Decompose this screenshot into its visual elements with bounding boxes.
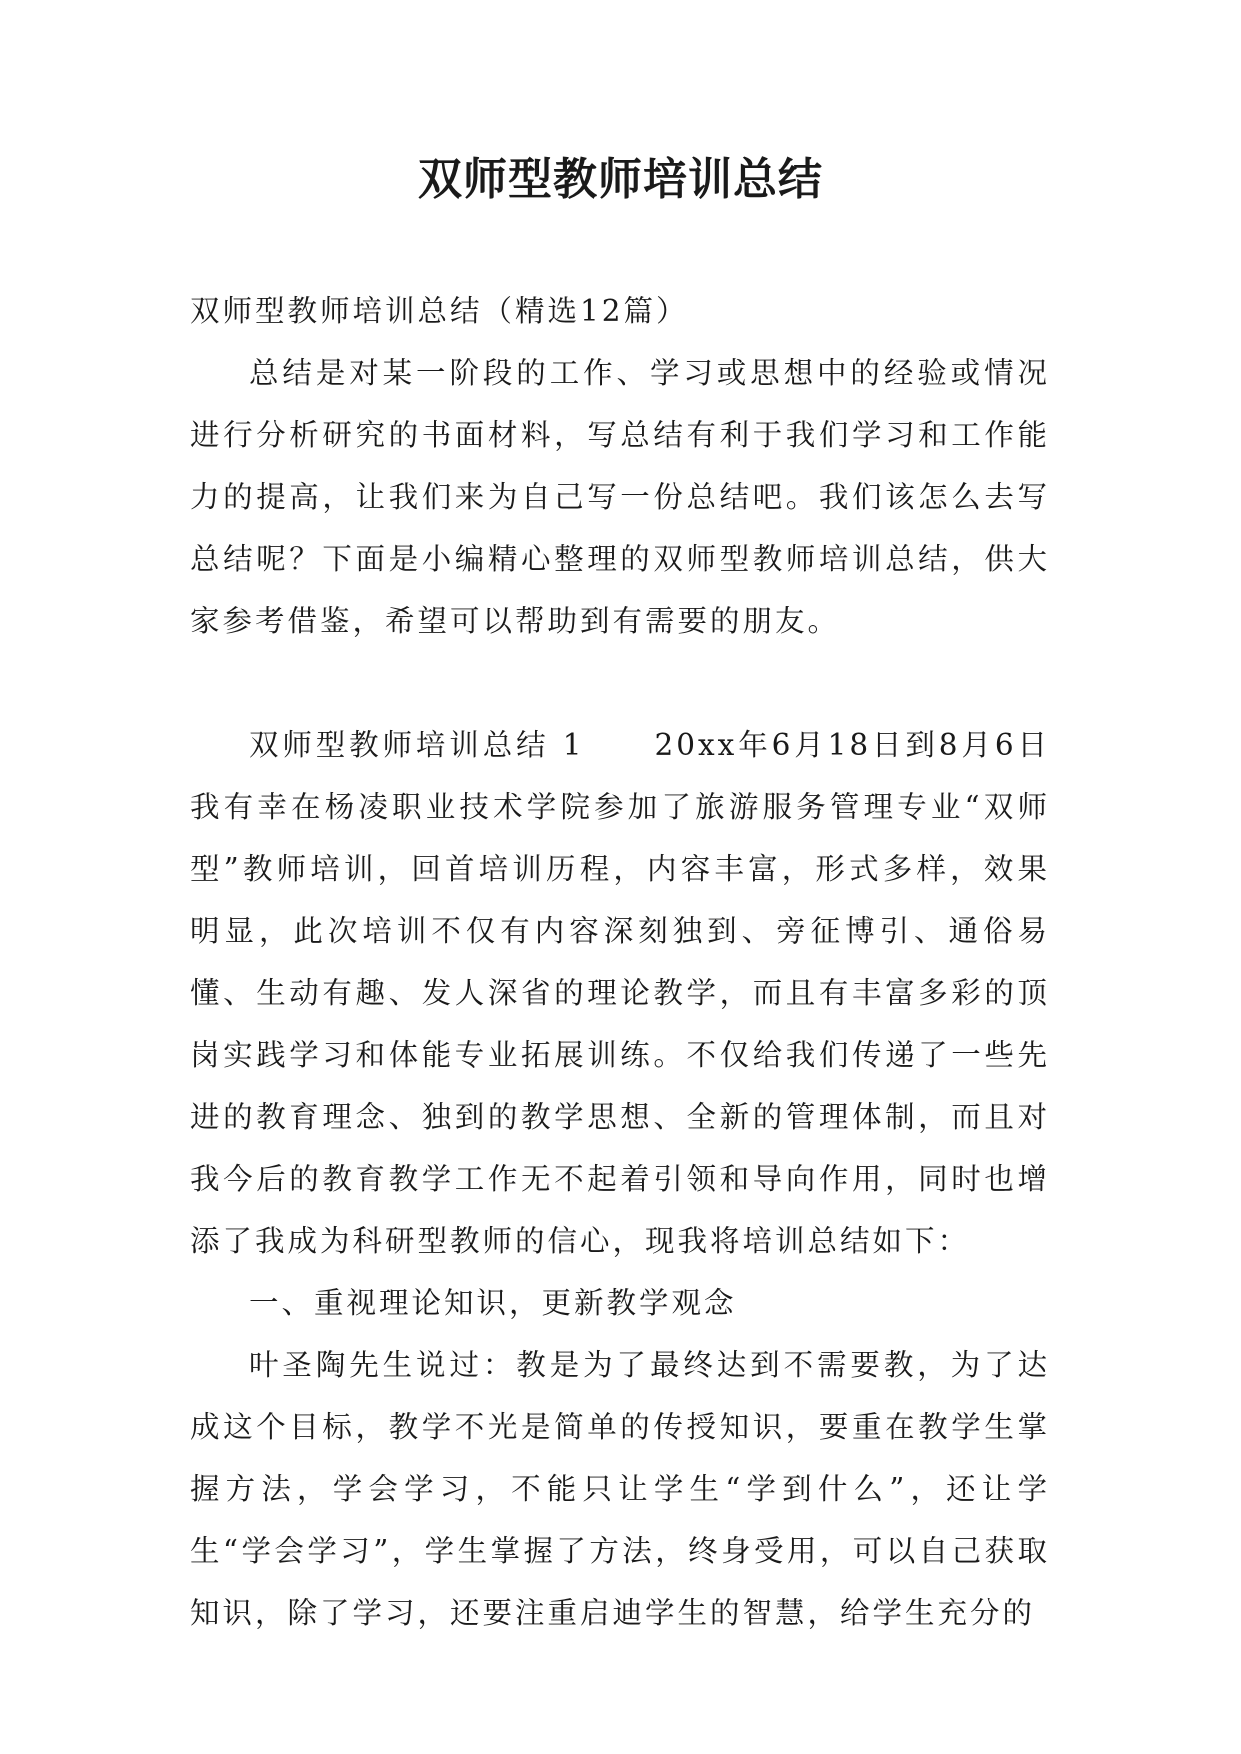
paragraph-spacer bbox=[190, 652, 1050, 714]
intro-paragraph: 总结是对某一阶段的工作、学习或思想中的经验或情况进行分析研究的书面材料，写总结有利于我们学习和工作能力的提高，让我们来为自己写一份总结吧。我们该怎么去写总结呢？下面是小编精心整理的双师型教师培训总结，供大家参考借鉴，希望可以帮助到有需要的朋友。 bbox=[190, 356, 1050, 638]
document-body bbox=[190, 280, 1050, 1644]
article-heading: 双师型教师培训总结 1 bbox=[249, 728, 585, 762]
document-subtitle: 双师型教师培训总结（精选12篇） bbox=[190, 294, 689, 328]
article-body: 20xx年6月18日到8月6日我有幸在杨凌职业技术学院参加了旅游服务管理专业“双师型”教师培训，回首培训历程，内容丰富，形式多样，效果明显，此次培训不仅有内容深刻独到、旁征博引、通俗易懂、生动有趣、发人深省的理论教学，而且有丰富多彩的顶岗实践学习和体能专业拓展训练。不仅给我们传递了一些先进的教育理念、独到的教学思想、全新的管理体制，而且对我今后的教育教学工作无不起着引领和导向作用，同时也增添了我成为科研型教师的信心，现我将培训总结如下： bbox=[190, 728, 1050, 1258]
section-paragraph: 叶圣陶先生说过：教是为了最终达到不需要教，为了达成这个目标，教学不光是简单的传授知识，要重在教学生掌握方法，学会学习，不能只让学生“学到什么”，还让学生“学会学习”，学生掌握了方法，终身受用，可以自己获取知识，除了学习，还要注重启迪学生的智慧，给学生充分的 bbox=[190, 1348, 1050, 1630]
document-title: 双师型教师培训总结 bbox=[418, 154, 823, 205]
section-heading: 一、重视理论知识，更新教学观念 bbox=[249, 1286, 737, 1320]
article-paragraph bbox=[190, 714, 1050, 1272]
